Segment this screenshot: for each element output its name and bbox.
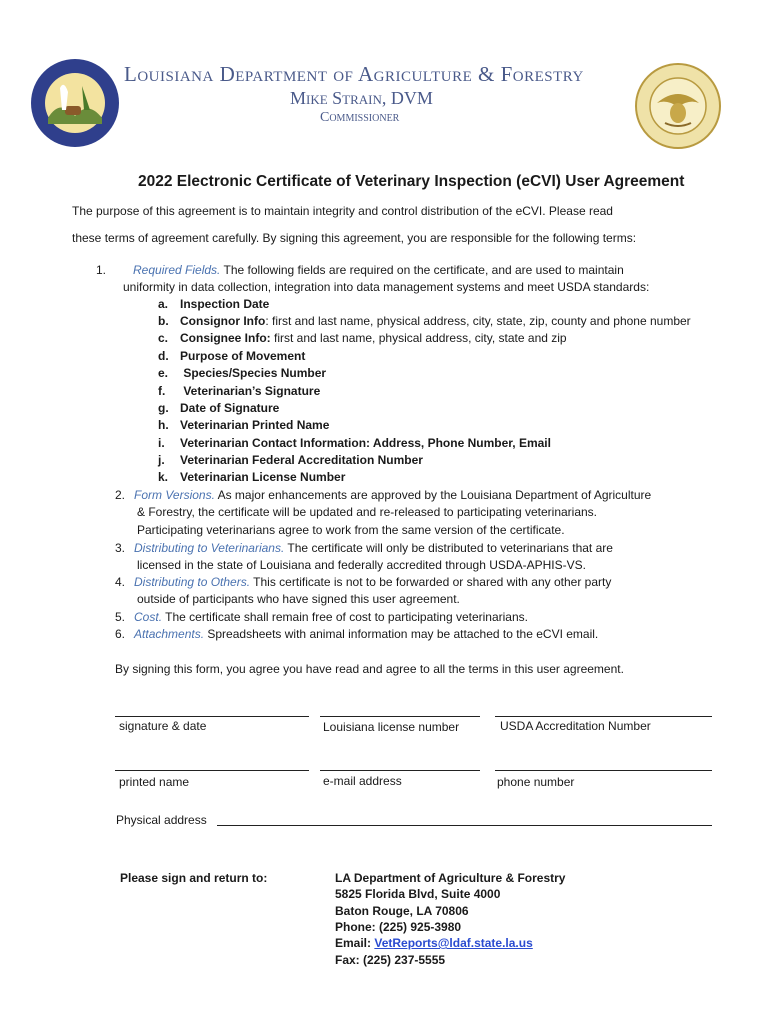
subitem-e: e. Species/Species Number (158, 366, 327, 380)
return-fax: Fax: (225) 237-5555 (335, 953, 446, 967)
intro-line-2: these terms of agreement carefully. By signing this agreement, you are responsible for the following terms: (72, 231, 637, 245)
usda-number-label: USDA Accreditation Number (500, 719, 651, 733)
term-2 (115, 487, 651, 504)
term-text: The following fields are required on the certificate, and are used to maintain (220, 263, 624, 277)
term-2-line-3: Participating veterinarians agree to work from the same version of the certificate. (137, 523, 565, 537)
return-label: Please sign and return to: (120, 871, 268, 885)
term-heading: Cost. (134, 610, 163, 624)
subitem-j: j. Veterinarian Federal Accreditation Number (158, 453, 423, 467)
subitem-f: f. Veterinarian’s Signature (158, 384, 321, 398)
subitem-h: h. Veterinarian Printed Name (158, 418, 330, 432)
state-seal-logo (635, 63, 721, 149)
term-text: The certificate will only be distributed to veterinarians that are (284, 541, 613, 555)
subitem-b: b. Consignor Info: first and last name, physical address, city, state, zip, county and phone number (158, 314, 691, 328)
subitem-a: a. Inspection Date (158, 297, 270, 311)
commissioner-title: Commissioner (320, 110, 400, 125)
usda-number-line[interactable] (495, 716, 712, 717)
phone-line[interactable] (495, 770, 712, 771)
email-line[interactable] (320, 770, 480, 771)
subitem-i: i. Veterinarian Contact Information: Address, Phone Number, Email (158, 436, 551, 450)
return-phone: Phone: (225) 925-3980 (335, 920, 462, 934)
subitem-k: k. Veterinarian License Number (158, 470, 346, 484)
signature-date-line[interactable] (115, 716, 309, 717)
physical-address-line[interactable] (217, 825, 712, 826)
agreement-statement: By signing this form, you agree you have read and agree to all the terms in this user agreement. (115, 662, 624, 676)
ldaf-seal-logo (30, 58, 120, 148)
email-label: e-mail address (323, 774, 402, 788)
return-city: Baton Rouge, LA 70806 (335, 904, 469, 918)
phone-label: phone number (497, 775, 575, 789)
term-text: This certificate is not to be forwarded or shared with any other party (250, 575, 612, 589)
license-number-line[interactable] (320, 716, 480, 717)
term-heading: Attachments. (134, 627, 205, 641)
term-heading: Distributing to Others. (134, 575, 251, 589)
term-heading: Required Fields. (133, 263, 221, 277)
return-org: LA Department of Agriculture & Forestry (335, 871, 566, 885)
term-number: 4. (115, 575, 126, 589)
term-text: As major enhancements are approved by the Louisiana Department of Agriculture (214, 488, 652, 502)
commissioner-name: Mike Strain, DVM (290, 88, 433, 108)
term-text: The certificate shall remain free of cost to participating veterinarians. (162, 610, 528, 624)
term-4-line-2: outside of participants who have signed this user agreement. (137, 592, 460, 606)
term-3-line-2: licensed in the state of Louisiana and federally accredited through USDA-APHIS-VS. (137, 558, 586, 572)
signature-date-label: signature & date (119, 719, 207, 733)
term-4 (115, 574, 611, 591)
term-number: 2. (115, 488, 126, 502)
term-number: 3. (115, 541, 126, 555)
term-number: 6. (115, 627, 126, 641)
license-number-label: Louisiana license number (323, 720, 460, 734)
physical-address-label: Physical address (116, 813, 207, 827)
term-6 (115, 626, 598, 643)
return-street: 5825 Florida Blvd, Suite 4000 (335, 887, 501, 901)
email-link[interactable]: VetReports@ldaf.state.la.us (374, 936, 533, 950)
term-number: 5. (115, 610, 126, 624)
printed-name-line[interactable] (115, 770, 309, 771)
term-1 (96, 262, 624, 279)
subitem-d: d. Purpose of Movement (158, 349, 306, 363)
intro-line-1: The purpose of this agreement is to maintain integrity and control distribution of the eCVI. Please read (72, 204, 613, 218)
term-1-line-2: uniformity in data collection, integration into data management systems and meet USDA standards: (123, 280, 650, 294)
printed-name-label: printed name (119, 775, 190, 789)
document-title: 2022 Electronic Certificate of Veterinary Inspection (eCVI) User Agreement (138, 173, 685, 190)
term-number: 1. (96, 263, 107, 277)
subitem-c: c. Consignee Info: first and last name, physical address, city, state and zip (158, 331, 567, 345)
term-5 (115, 609, 528, 626)
return-email: Email: VetReports@ldaf.state.la.us (335, 936, 533, 950)
term-heading: Distributing to Veterinarians. (134, 541, 285, 555)
term-2-line-2: & Forestry, the certificate will be updated and re-released to participating veterinarians. (137, 505, 598, 519)
term-3 (115, 540, 613, 557)
subitem-g: g. Date of Signature (158, 401, 280, 415)
term-text: Spreadsheets with animal information may be attached to the eCVI email. (204, 627, 599, 641)
term-heading: Form Versions. (134, 488, 215, 502)
department-name: Louisiana Department of Agriculture & Forestry (124, 62, 584, 86)
